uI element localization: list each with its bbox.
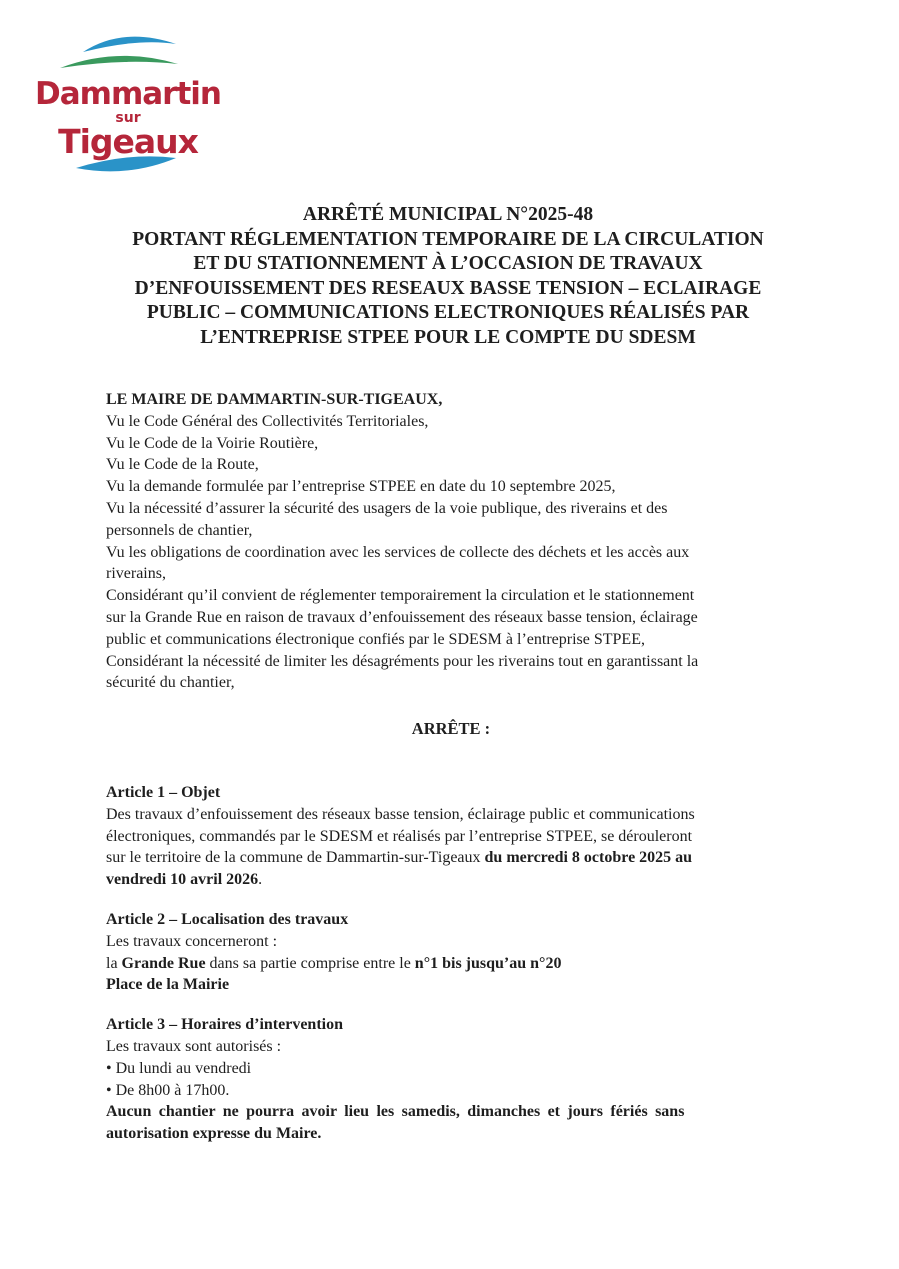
article-1-line (106, 869, 796, 891)
article-2-heading: Article 2 – Localisation des travaux (106, 910, 349, 928)
article-1-text: sur le territoire de la commune de Dammartin-sur-Tigeaux (106, 849, 485, 867)
preamble-line: Vu la demande formulée par l’entreprise STPEE en date du 10 septembre 2025, (106, 478, 616, 496)
article-2-street: Grande Rue (121, 954, 206, 972)
title-line: L’ENTREPRISE STPEE POUR LE COMPTE DU SDESM (200, 326, 696, 348)
preamble-line: Vu la nécessité d’assurer la sécurité des usagers de la voie publique, des riverains et des (106, 499, 668, 517)
article-1-line: Des travaux d’enfouissement des réseaux basse tension, éclairage public et communications (106, 805, 695, 823)
article-1-period: . (258, 871, 263, 889)
logo-text-tigeaux: Tigeaux (58, 122, 198, 161)
preamble-line: sur la Grande Rue en raison de travaux d’enfouissement des réseaux basse tension, éclairage (106, 608, 698, 626)
article-2-line: Les travaux concerneront : (106, 932, 278, 950)
article-3-line: Les travaux sont autorisés : (106, 1037, 282, 1055)
article-3-restriction: Aucun chantier ne pourra avoir lieu les samedis, dimanches et jours fériés sans (106, 1103, 685, 1121)
commune-logo (28, 28, 228, 180)
article-2-line (106, 953, 796, 975)
article-1-heading: Article 1 – Objet (106, 783, 221, 801)
title-line: ARRÊTÉ MUNICIPAL N°2025-48 (302, 204, 594, 225)
preamble-line: Considérant qu’il convient de réglementer temporairement la circulation et le stationnement (106, 587, 695, 605)
preamble-heading: LE MAIRE DE DAMMARTIN-SUR-TIGEAUX, (106, 391, 443, 408)
article-1-line (106, 847, 796, 869)
title-line: PORTANT RÉGLEMENTATION TEMPORAIRE DE LA CIRCULATION (132, 228, 764, 250)
document-title (98, 203, 798, 350)
article-2-text: la (106, 954, 122, 972)
preamble-line: riverains, (106, 565, 166, 583)
title-line: ET DU STATIONNEMENT À L’OCCASION DE TRAVAUX (193, 253, 703, 274)
article-3-heading: Article 3 – Horaires d’intervention (106, 1016, 343, 1034)
logo-text-sur: sur (115, 110, 141, 126)
title-line: D’ENFOUISSEMENT DES RESEAUX BASSE TENSION – ECLAIRAGE (134, 277, 762, 299)
article-3-line: • De 8h00 à 17h00. (106, 1081, 230, 1099)
article-2-place: Place de la Mairie (106, 976, 230, 994)
preamble-line: sécurité du chantier, (106, 674, 235, 692)
article-3-line: • Du lundi au vendredi (106, 1059, 252, 1077)
article-1-line: électroniques, commandés par le SDESM et réalisés par l’entreprise STPEE, se dérouleront (106, 827, 693, 845)
article-2-text: dans sa partie comprise entre le (205, 954, 415, 972)
article-1-dates-end: vendredi 10 avril 2026 (106, 871, 259, 889)
article-2-numbers: n°1 bis jusqu’au n°20 (414, 954, 562, 972)
document-body (106, 389, 796, 1145)
article-1-dates-start: du mercredi 8 octobre 2025 au (484, 849, 693, 867)
logo-text-dammartin: Dammartin (35, 76, 221, 112)
preamble-line: Considérant la nécessité de limiter les désagréments pour les riverains tout en garantissant la (106, 652, 699, 670)
preamble-line: Vu le Code de la Route, (106, 456, 259, 474)
preamble-line: personnels de chantier, (106, 521, 253, 539)
preamble-line: Vu les obligations de coordination avec les services de collecte des déchets et les accès aux (106, 543, 690, 561)
article-3-restriction: autorisation expresse du Maire. (106, 1125, 322, 1143)
preamble-line: Vu le Code de la Voirie Routière, (106, 434, 319, 452)
arrete-heading: ARRÊTE : (411, 719, 491, 739)
preamble-line: public et communications électronique confiés par le SDESM à l’entreprise STPEE, (106, 630, 645, 648)
preamble-line: Vu le Code Général des Collectivités Territoriales, (106, 412, 429, 430)
title-line: PUBLIC – COMMUNICATIONS ELECTRONIQUES RÉALISÉS PAR (146, 302, 750, 323)
